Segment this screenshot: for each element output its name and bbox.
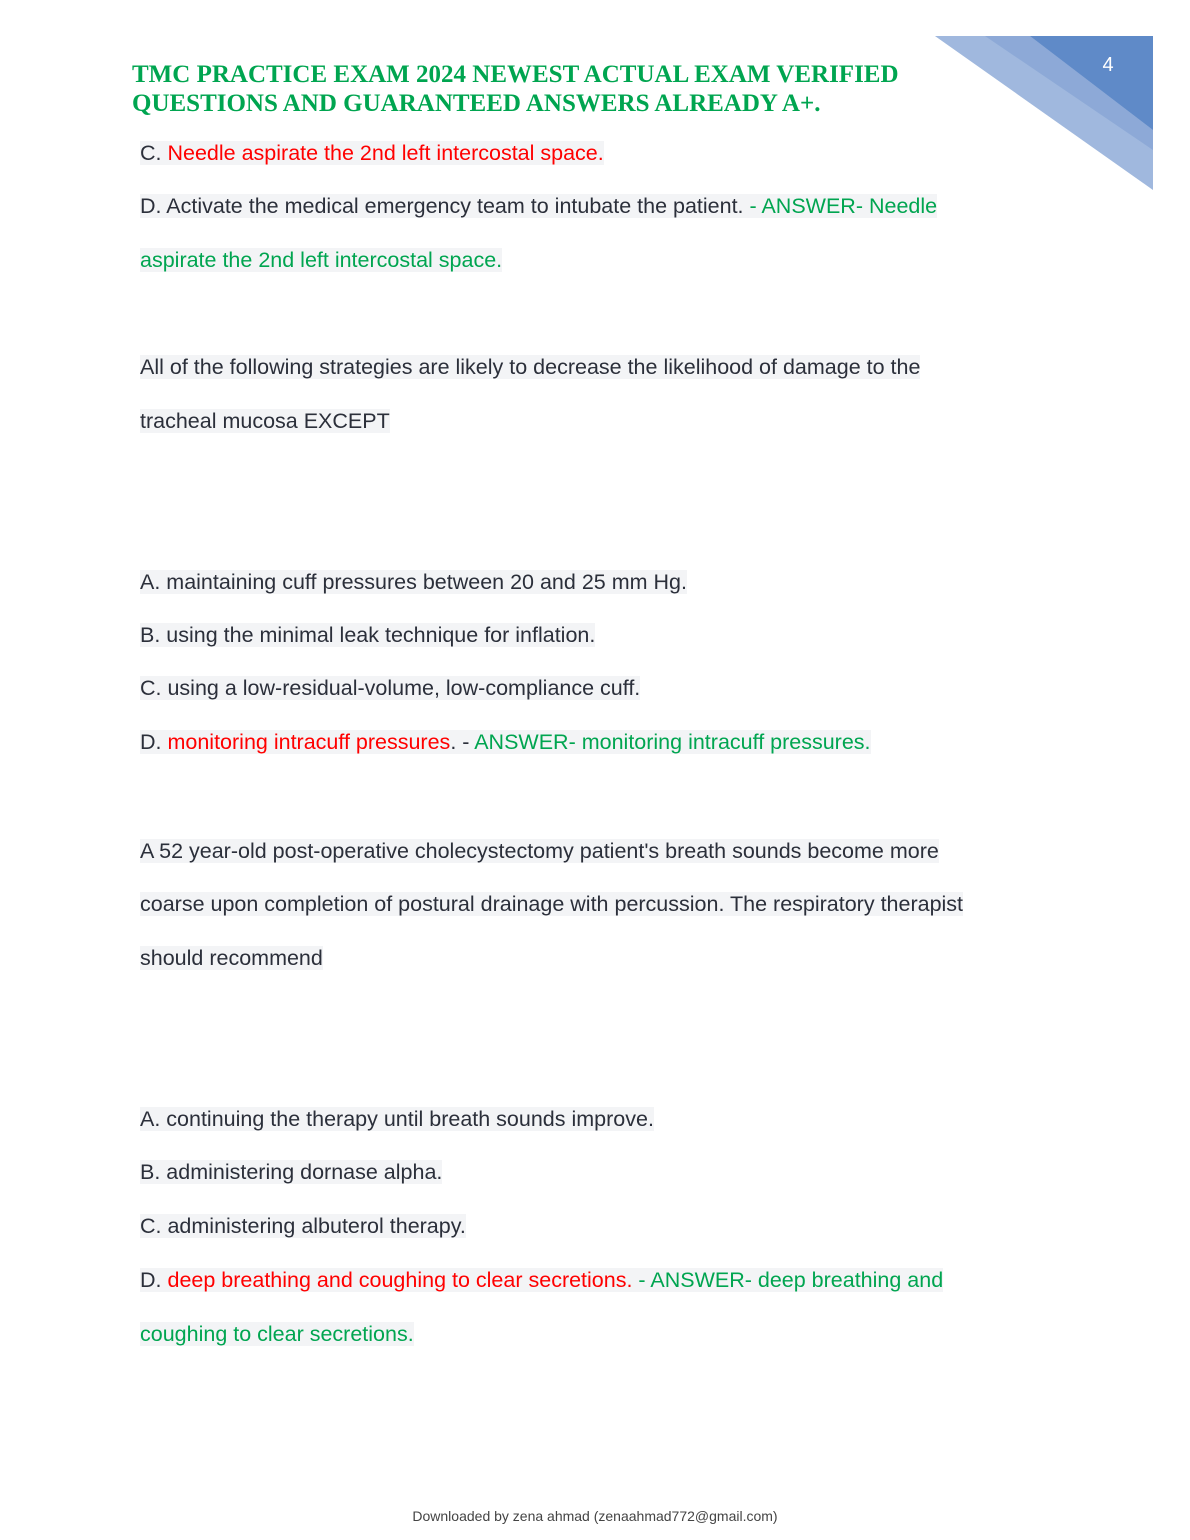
q2-option-a: A. maintaining cuff pressures between 20 and 25 mm Hg. xyxy=(140,570,687,594)
q2-option-d: D. monitoring intracuff pressures. - ANSWER- monitoring intracuff pressures. xyxy=(140,730,871,754)
q3-answer-cont: coughing to clear secretions. xyxy=(140,1322,414,1346)
q3-option-d: D. deep breathing and coughing to clear secretions. - ANSWER- deep breathing and xyxy=(140,1268,944,1292)
q3-stem-line-2: coarse upon completion of postural drainage with percussion. The respiratory therapist xyxy=(140,892,964,916)
q1-option-c-text: Needle aspirate the 2nd left intercostal space. xyxy=(167,141,604,165)
page-number: 4 xyxy=(1102,54,1114,76)
q3-stem-line-1: A 52 year-old post-operative cholecystectomy patient's breath sounds become more xyxy=(140,839,939,863)
q1-option-c: C. Needle aspirate the 2nd left intercostal space. xyxy=(140,141,604,165)
q3-option-c: C. administering albuterol therapy. xyxy=(140,1214,466,1238)
q2-stem-line-1: All of the following strategies are likely to decrease the likelihood of damage to the xyxy=(140,355,921,379)
q1-option-d: D. Activate the medical emergency team to intubate the patient. - ANSWER- Needle xyxy=(140,194,938,218)
q3-stem-line-3: should recommend xyxy=(140,946,323,970)
title-line-1: TMC PRACTICE EXAM 2024 NEWEST ACTUAL EXAM VERIFIED xyxy=(132,61,899,88)
q3-answer: - ANSWER- deep breathing and xyxy=(632,1268,944,1292)
q2-option-d-text: monitoring intracuff pressures xyxy=(167,730,451,754)
q2-option-c: C. using a low-residual-volume, low-compliance cuff. xyxy=(140,676,641,700)
download-footer: Downloaded by zena ahmad (zenaahmad772@gmail.com) xyxy=(412,1508,778,1524)
q2-option-b: B. using the minimal leak technique for inflation. xyxy=(140,623,596,647)
document-title xyxy=(132,60,899,118)
q2-stem-line-2: tracheal mucosa EXCEPT xyxy=(140,409,390,433)
q1-answer-cont: aspirate the 2nd left intercostal space. xyxy=(140,248,503,272)
q3-option-a: A. continuing the therapy until breath sounds improve. xyxy=(140,1107,654,1131)
title-line-2: QUESTIONS AND GUARANTEED ANSWERS ALREADY A+. xyxy=(132,90,821,117)
q3-option-b: B. administering dornase alpha. xyxy=(140,1160,443,1184)
q3-option-d-text: deep breathing and coughing to clear secretions. xyxy=(167,1268,633,1292)
q2-answer: ANSWER- monitoring intracuff pressures. xyxy=(474,730,871,754)
q1-answer: - ANSWER- Needle xyxy=(749,194,938,218)
